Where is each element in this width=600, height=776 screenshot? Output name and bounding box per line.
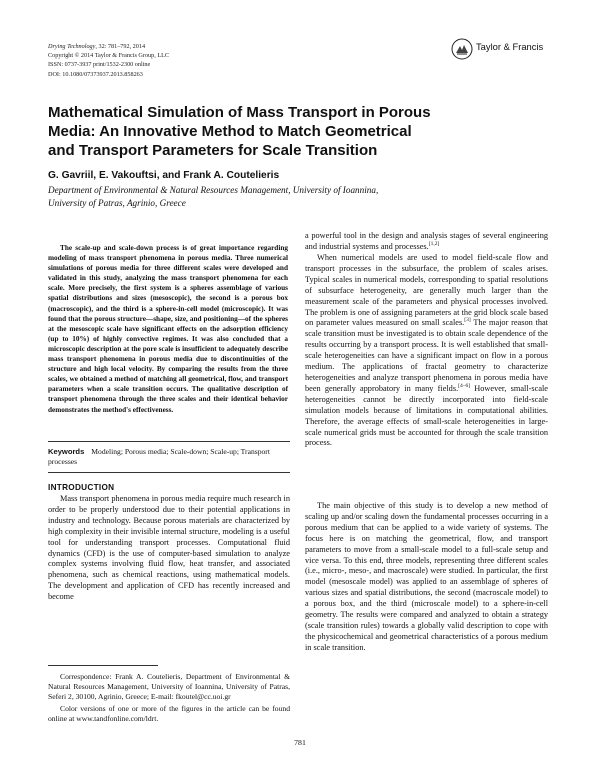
paragraph-text: a powerful tool in the design and analysis stages of several engineering and industrial systems and processes. <box>305 231 548 251</box>
journal-volume: , 32: 781–792, 2014 <box>95 43 146 50</box>
page-number: 781 <box>294 738 306 747</box>
paragraph-text: However, small-scale heterogeneities cannot be directly incorporated into field-scale simulation models because of limitations in computational abilities. Therefore, the average effects of small-scale heterogeneities in large-scale numerical grids must be accounted for through the scale transition process. <box>305 383 548 448</box>
intro-paragraph: Mass transport phenomena in porous media require much research in order to be properly understood due to their potential applications in industry and technology. Because porous materials are characterized by high complexity in their invisible internal structure, modeling is a useful tool for understanding transport processes. Computational fluid dynamics (CFD) is the use of computer-based simulation to analyze complex systems involving fluid flow, heat transfer, and associated phenomena, such as chemical reactions, using mathematical models. The development and application of CFD has recently increased and become <box>48 494 290 602</box>
publisher-logo <box>451 38 561 62</box>
affiliation-line: University of Patras, Agrinio, Greece <box>48 197 186 208</box>
section-heading-introduction: INTRODUCTION <box>48 483 115 492</box>
keywords-text: Modeling; Porous media; Scale-down; Scale-up; Transport processes <box>48 447 270 467</box>
title-line: Mathematical Simulation of Mass Transport in Porous <box>48 104 431 121</box>
keywords-bottom-rule <box>48 472 290 473</box>
footnote-rule <box>48 665 158 666</box>
title-line: Media: An Innovative Method to Match Geometrical <box>48 123 412 140</box>
keywords-label: Keywords <box>48 447 85 456</box>
right-column-paragraph: The main objective of this study is to develop a new method of scaling up and/or scaling down the fundamental processes occurring in a porous medium that can be applied to a wide variety of systems. The focus here is on matching the geometrical, flow, and transport parameters to move from a small-scale model to a full-scale setup and vice versa. To this end, three models, representing three different scales (i.e., micro-, meso-, and macroscale) were studied. In particular, the first model (mesoscale model) was applied to an assemblage of spheres of various sizes and spatial distributions, the second (macroscale model) to a porous box, and the third (microscale model) to a sphere-in-cell geometry. The results were compared and analyzed to obtain a strategy (scale transition rules) towards a globally valid description to cope with the physicochemical and geometrical characteristics of a porous medium in scale transition. <box>305 501 548 652</box>
citation-ref: [1,2] <box>428 241 440 248</box>
keywords <box>48 447 290 467</box>
journal-name: Drying Technology <box>48 43 96 50</box>
citation-ref: [4–6] <box>458 383 471 390</box>
abstract: The scale-up and scale-down process is of great importance regarding modeling of mass transport phenomena in porous media. Three numerical simulations of porous media for three different scales were developed and validated in this study, analyzing the mass transport phenomena for each scale. More precisely, the first system is a spheres assemblage of various spatial distributions and sizes (mesoscopic), the second is a porous box (macroscopic), and the third is a sphere-in-cell model (microscopic). It was found that the porous structure—shape, size, and positioning—of the spheres at the mesoscopic scale have significant effects on the adsorption efficiency (up to 10%) of highly convective regimes. It was also concluded that a microscopic description at the pore scale is insufficient to adequately describe mass transport phenomena in porous media due to discontinuities of the structure and high local velocity. By comparing the results from the three scales, we obtained a method of matching all geometrical, flow, and transport parameters when a scale transition occurs. The qualitative description of transport phenomena through the three scales and their identical behavior demonstrates the method's effectiveness. <box>48 244 288 414</box>
keywords-top-rule <box>48 441 290 442</box>
journal-citation <box>48 42 348 51</box>
publisher-emblem-icon <box>451 38 473 60</box>
affiliation <box>48 184 518 209</box>
doi-line: DOI: 10.1080/07373937.2013.858263 <box>48 70 143 78</box>
paragraph-text: When numerical models are used to model field-scale flow and transport processes in the subsurface, the problem of scales arises. Typical scales in numerical models, corresponding to spatial resolutions of subsurface heterogeneity, are generally much larger than the measurement scale of the parameters and physical processes involved. The problem is one of assigning parameters at the grid block scale based on parameter values measured on small scales. <box>305 253 548 328</box>
publisher-name: Taylor & Francis <box>476 41 544 52</box>
author-list: G. Gavriil, E. Vakouftsi, and Frank A. Coutelieris <box>48 170 280 181</box>
affiliation-line: Department of Environmental & Natural Resources Management, University of Ioannina, <box>48 185 379 195</box>
article-title <box>48 103 468 160</box>
copyright-line: Copyright © 2014 Taylor & Francis Group, LLC <box>48 52 170 60</box>
correspondence-note: Correspondence: Frank A. Coutelieris, Department of Environmental & Natural Resources Management, University of Ioannina, University of Patras, Seferi 2, 30100, Agrinio, Greece; E-mail: fkoutel@cc.uoi.gr <box>48 672 290 701</box>
paragraph-text: The major reason that scale transition must be investigated is to obtain scale dependence of the results occurring by a transport process. It is well established that small-scale heterogeneities can have a significant impact on flow in a porous medium. The applications of fractal geometry to characterize heterogeneities and analyze transport phenomena in porous media have been generally approbatory in many fields. <box>305 318 548 393</box>
footnotes <box>48 672 290 724</box>
title-line: and Transport Parameters for Scale Transition <box>48 142 378 159</box>
issn-line: ISSN: 0737-3937 print/1532-2300 online <box>48 61 151 69</box>
right-column-paragraph <box>305 231 548 253</box>
color-version-note: Color versions of one or more of the figures in the article can be found online at www.tandfonline.com/ldrt. <box>48 703 290 723</box>
citation-ref: [3] <box>464 317 471 324</box>
journal-header <box>48 42 348 79</box>
right-column-paragraph <box>305 253 548 449</box>
